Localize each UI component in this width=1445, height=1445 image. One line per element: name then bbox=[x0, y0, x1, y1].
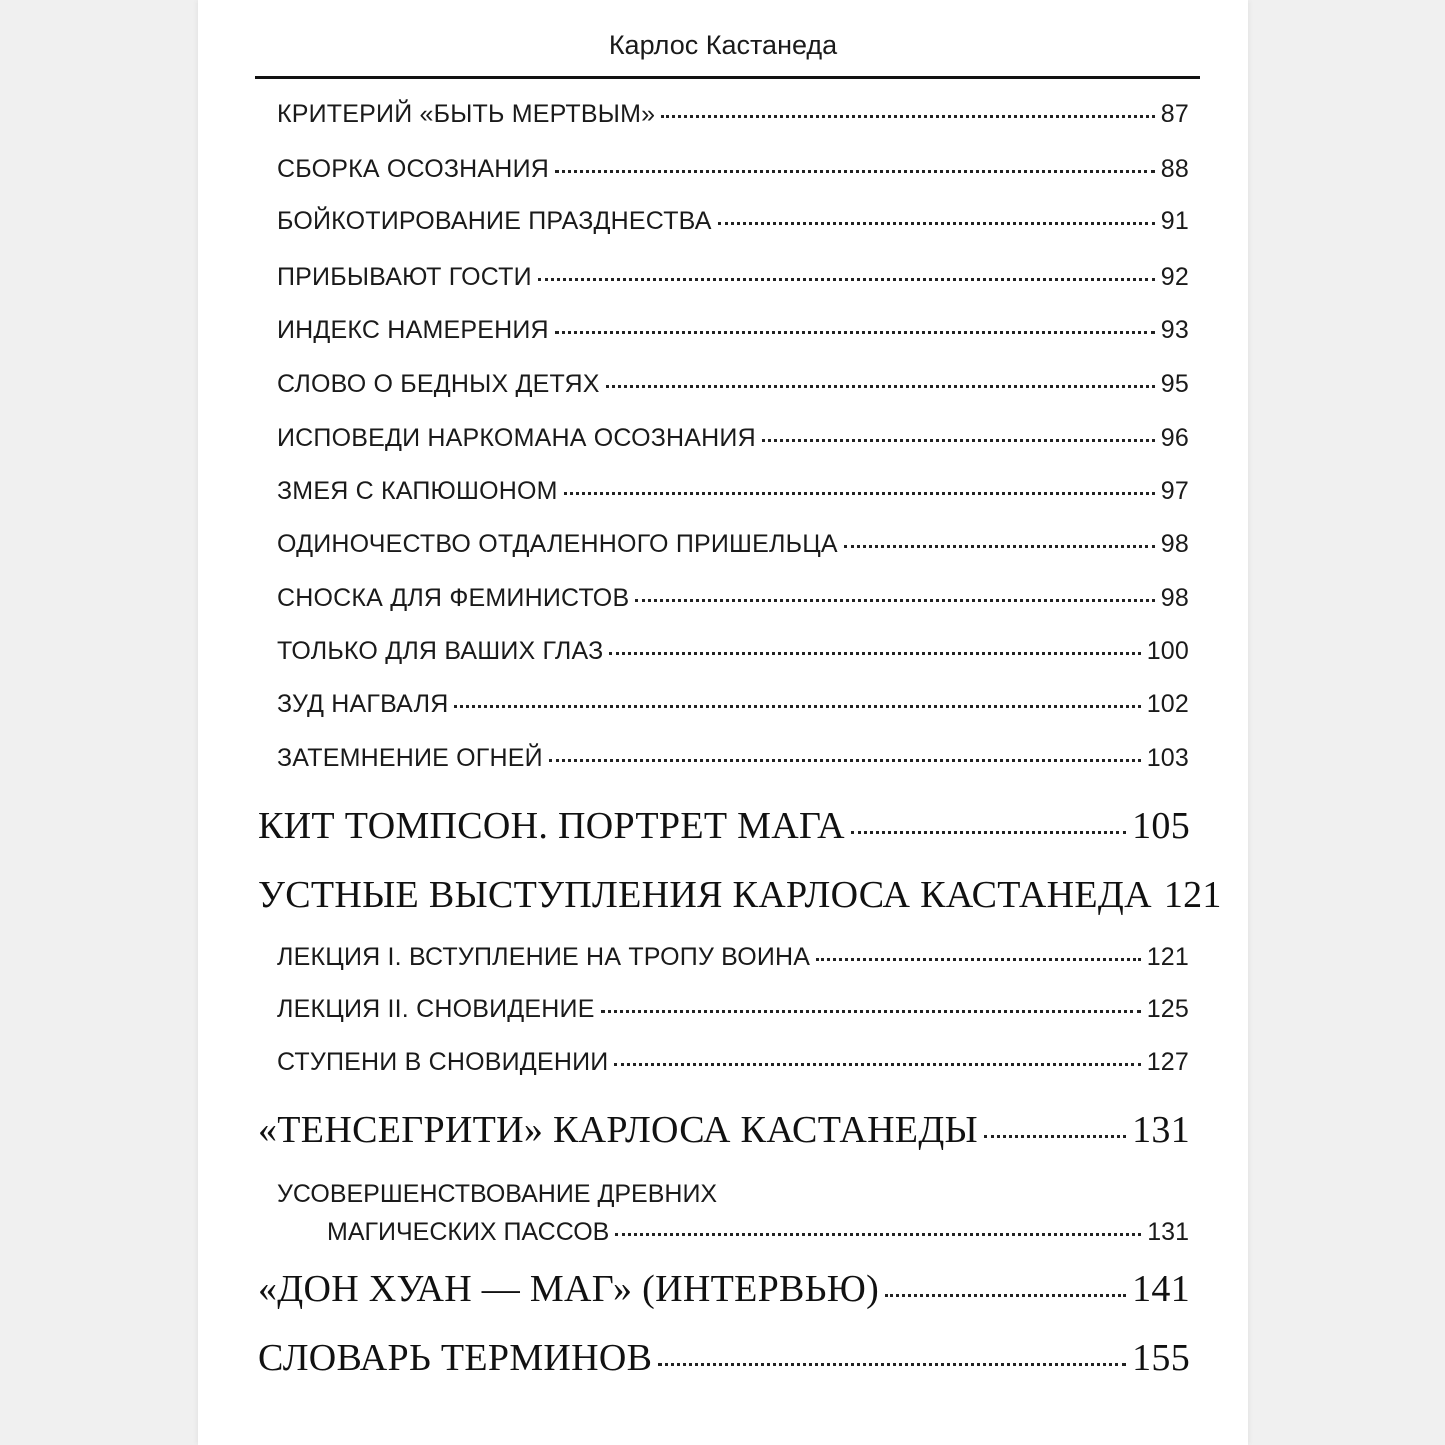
toc-entry-title: КРИТЕРИЙ «БЫТЬ МЕРТВЫМ» bbox=[277, 100, 656, 128]
toc-section-page: 121 bbox=[1163, 874, 1222, 916]
toc-entry-two-line bbox=[277, 1180, 1189, 1260]
toc-entry-page: 131 bbox=[1147, 1218, 1189, 1246]
toc-entry-title: ЗМЕЯ С КАПЮШОНОМ bbox=[277, 477, 558, 505]
toc-entry-page: 96 bbox=[1160, 424, 1189, 452]
dot-leader bbox=[718, 222, 1155, 225]
toc-entry-title: ЗАТЕМНЕНИЕ ОГНЕЙ bbox=[277, 744, 543, 772]
toc-entry bbox=[277, 424, 1189, 453]
toc-entry bbox=[277, 690, 1189, 719]
toc-section-page: 105 bbox=[1132, 805, 1190, 847]
dot-leader bbox=[538, 278, 1155, 281]
dot-leader bbox=[844, 545, 1155, 548]
dot-leader bbox=[885, 1294, 1126, 1297]
toc-entry-page: 91 bbox=[1160, 207, 1189, 235]
dot-leader bbox=[615, 1233, 1141, 1236]
toc-entry bbox=[277, 207, 1189, 236]
toc-entry-page: 125 bbox=[1146, 995, 1189, 1023]
toc-entry-page: 97 bbox=[1160, 477, 1189, 505]
dot-leader bbox=[614, 1063, 1140, 1066]
toc-entry-page: 92 bbox=[1160, 263, 1189, 291]
toc-entry bbox=[277, 1048, 1189, 1077]
dot-leader bbox=[454, 705, 1140, 708]
toc-entry-title: ПРИБЫВАЮТ ГОСТИ bbox=[277, 263, 532, 291]
toc-section bbox=[258, 804, 1190, 848]
toc-entry-title: ИНДЕКС НАМЕРЕНИЯ bbox=[277, 316, 549, 344]
toc-entry-title: ЛЕКЦИЯ I. ВСТУПЛЕНИЕ НА ТРОПУ ВОИНА bbox=[277, 943, 811, 971]
toc-section bbox=[258, 1267, 1190, 1311]
toc-entry-page: 103 bbox=[1146, 744, 1189, 772]
dot-leader bbox=[609, 652, 1140, 655]
dot-leader bbox=[564, 492, 1155, 495]
running-head: Карлос Кастанеда bbox=[608, 30, 838, 60]
toc-entry-page: 100 bbox=[1146, 637, 1189, 665]
dot-leader bbox=[816, 958, 1141, 961]
toc-section-page: 155 bbox=[1132, 1337, 1190, 1379]
dot-leader bbox=[601, 1010, 1141, 1013]
toc-entry-line2 bbox=[327, 1218, 1189, 1247]
toc-entry-page: 87 bbox=[1160, 100, 1189, 128]
toc-entry-title-line1: УСОВЕРШЕНСТВОВАНИЕ ДРЕВНИХ bbox=[277, 1180, 718, 1208]
toc-entry bbox=[277, 995, 1189, 1024]
toc-entry-page: 127 bbox=[1146, 1048, 1189, 1076]
toc-entry bbox=[277, 477, 1189, 506]
dot-leader bbox=[555, 170, 1155, 173]
toc-entry bbox=[277, 943, 1189, 972]
toc-entry-title: ОДИНОЧЕСТВО ОТДАЛЕННОГО ПРИШЕЛЬЦА bbox=[277, 530, 838, 558]
toc-entry-page: 95 bbox=[1160, 370, 1189, 398]
toc-entry-page: 98 bbox=[1160, 530, 1189, 558]
toc-entry-title-line2: МАГИЧЕСКИХ ПАССОВ bbox=[327, 1218, 610, 1246]
dot-leader bbox=[549, 759, 1141, 762]
toc-entry-page: 93 bbox=[1160, 316, 1189, 344]
toc-entry-page: 98 bbox=[1160, 584, 1189, 612]
dot-leader bbox=[851, 831, 1126, 834]
toc-section-title: «ТЕНСЕГРИТИ» КАРЛОСА КАСТАНЕДЫ bbox=[258, 1109, 978, 1151]
toc-section-title: КИТ ТОМПСОН. ПОРТРЕТ МАГА bbox=[258, 805, 845, 847]
dot-leader bbox=[984, 1135, 1126, 1138]
dot-leader bbox=[762, 439, 1155, 442]
toc-section-page: 131 bbox=[1132, 1109, 1190, 1151]
toc-section bbox=[258, 1108, 1190, 1152]
toc-section bbox=[258, 1336, 1190, 1380]
toc-entry-title: ЛЕКЦИЯ II. СНОВИДЕНИЕ bbox=[277, 995, 595, 1023]
toc-entry-title: ИСПОВЕДИ НАРКОМАНА ОСОЗНАНИЯ bbox=[277, 424, 756, 452]
toc-entry-title: СБОРКА ОСОЗНАНИЯ bbox=[277, 155, 549, 183]
toc-entry-page: 121 bbox=[1146, 943, 1189, 971]
toc-section-title: «ДОН ХУАН — МАГ» (ИНТЕРВЬЮ) bbox=[258, 1268, 880, 1310]
toc-section-title: СЛОВАРЬ ТЕРМИНОВ bbox=[258, 1337, 653, 1379]
toc-entry-page: 102 bbox=[1146, 690, 1189, 718]
book-page bbox=[198, 0, 1248, 1445]
dot-leader bbox=[555, 331, 1155, 334]
toc-entry bbox=[277, 370, 1189, 399]
toc-entry-title: СЛОВО О БЕДНЫХ ДЕТЯХ bbox=[277, 370, 600, 398]
toc-section-title: УСТНЫЕ ВЫСТУПЛЕНИЯ КАРЛОСА КАСТАНЕДА bbox=[258, 874, 1152, 916]
toc-section bbox=[258, 873, 1222, 917]
dot-leader bbox=[606, 385, 1155, 388]
toc-entry bbox=[277, 530, 1189, 559]
toc-entry-title: БОЙКОТИРОВАНИЕ ПРАЗДНЕСТВА bbox=[277, 207, 712, 235]
toc-entry-title: СНОСКА ДЛЯ ФЕМИНИСТОВ bbox=[277, 584, 630, 612]
toc-entry bbox=[277, 584, 1189, 613]
toc-section-page: 141 bbox=[1132, 1268, 1190, 1310]
toc-entry bbox=[277, 316, 1189, 345]
toc-entry bbox=[277, 100, 1189, 129]
toc-entry-title: СТУПЕНИ В СНОВИДЕНИИ bbox=[277, 1048, 609, 1076]
toc-entry-title: ТОЛЬКО ДЛЯ ВАШИХ ГЛАЗ bbox=[277, 637, 604, 665]
table-of-contents bbox=[198, 0, 1248, 1445]
dot-leader bbox=[635, 599, 1154, 602]
dot-leader bbox=[661, 115, 1155, 118]
toc-entry bbox=[277, 637, 1189, 666]
toc-entry bbox=[277, 744, 1189, 773]
dot-leader bbox=[658, 1363, 1126, 1366]
toc-entry-page: 88 bbox=[1160, 155, 1189, 183]
toc-entry bbox=[277, 263, 1189, 292]
toc-entry bbox=[277, 155, 1189, 184]
toc-entry-title: ЗУД НАГВАЛЯ bbox=[277, 690, 449, 718]
